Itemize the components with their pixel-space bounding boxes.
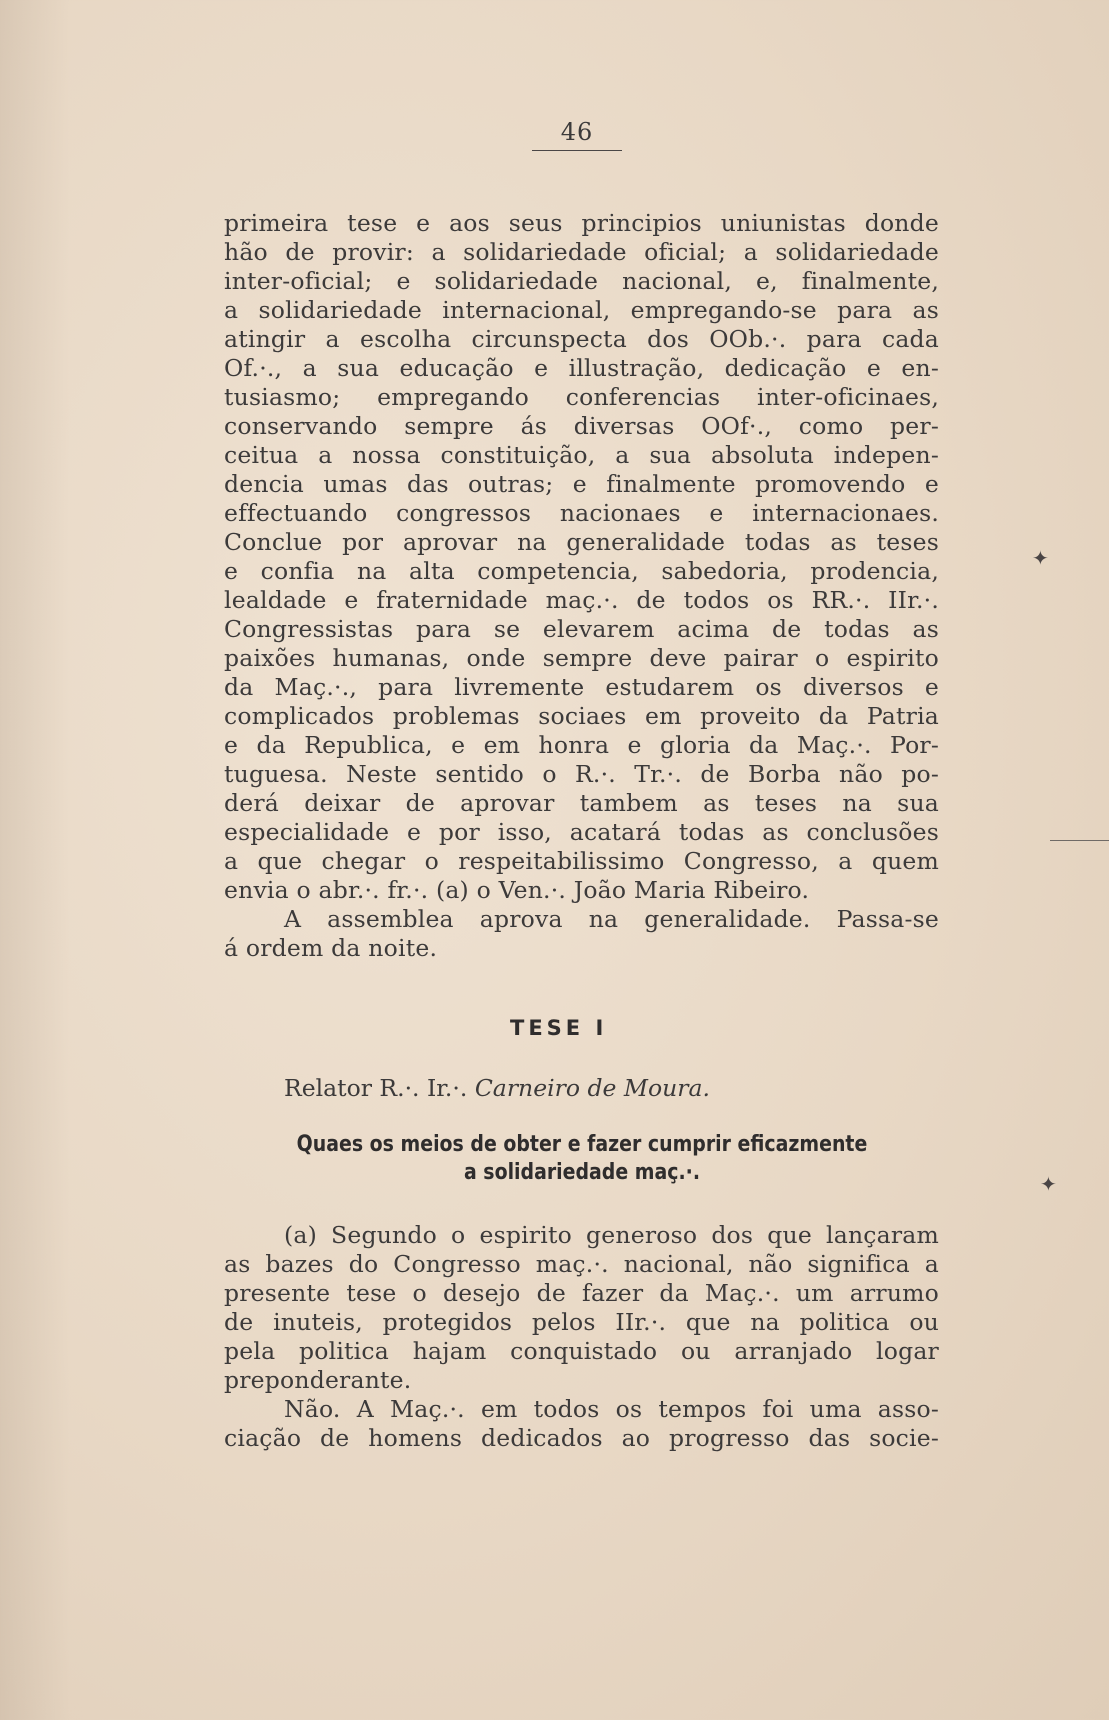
body-text-block xyxy=(224,209,939,963)
text-line: complicados problemas sociaes em proveito da Patria xyxy=(224,702,939,730)
text-line: tuguesa. Neste sentido o R.·. Tr.·. de Borba não po- xyxy=(224,760,939,788)
text-line: as bazes do Congresso maç.·. nacional, não significa a xyxy=(224,1250,939,1278)
thesis-question xyxy=(272,1131,891,1187)
text-line: inter-oficial; e solidariedade nacional, e, finalmente, xyxy=(224,267,939,295)
text-line: conservando sempre ás diversas OOf·., como per- xyxy=(224,412,939,440)
text-line: a que chegar o respeitabilissimo Congresso, a quem xyxy=(224,847,939,875)
page-edge-shadow xyxy=(0,0,70,1720)
text-line: e confia na alta competencia, sabedoria, prodencia, xyxy=(224,557,939,585)
question-line: Quaes os meios de obter e fazer cumprir eficazmente xyxy=(296,1132,868,1157)
margin-rule xyxy=(1050,840,1109,841)
text-line: Of.·., a sua educação e illustração, dedicação e en- xyxy=(224,354,939,382)
text-line: dencia umas das outras; e finalmente promovendo e xyxy=(224,470,939,498)
text-line: paixões humanas, onde sempre deve pairar o espirito xyxy=(224,644,939,672)
relator-line xyxy=(284,1074,710,1103)
text-line: tusiasmo; empregando conferencias inter-oficinaes, xyxy=(224,383,939,411)
text-line: effectuando congressos nacionaes e internacionaes. xyxy=(224,499,939,527)
section-title: TESE I xyxy=(510,1016,608,1040)
body-text-block xyxy=(224,1221,939,1453)
text-line: hão de provir: a solidariedade oficial; a solidariedade xyxy=(224,238,939,266)
text-line: pela politica hajam conquistado ou arranjado logar xyxy=(224,1337,939,1365)
text-line: envia o abr.·. fr.·. (a) o Ven.·. João Maria Ribeiro. xyxy=(224,876,810,904)
text-line: ceitua a nossa constituição, a sua absoluta indepen- xyxy=(224,441,939,469)
relator-name: Carneiro de Moura. xyxy=(474,1074,710,1102)
text-line: A assemblea aprova na generalidade. Passa-se xyxy=(284,905,939,933)
question-line: a solidariedade maç.·. xyxy=(463,1160,701,1185)
text-line: Conclue por aprovar na generalidade todas as teses xyxy=(224,528,939,556)
margin-mark-icon: ✦ xyxy=(1032,546,1049,570)
text-line: (a) Segundo o espirito generoso dos que lançaram xyxy=(284,1221,939,1249)
text-line: preponderante. xyxy=(224,1366,412,1394)
text-line: derá deixar de aprovar tambem as teses na sua xyxy=(224,789,939,817)
text-line: Não. A Maç.·. em todos os tempos foi uma asso- xyxy=(284,1395,939,1423)
margin-mark-icon: ✦ xyxy=(1040,1172,1057,1196)
text-line: presente tese o desejo de fazer da Maç.·. um arrumo xyxy=(224,1279,939,1307)
page-number: 46 xyxy=(532,118,622,151)
text-line: ciação de homens dedicados ao progresso das socie- xyxy=(224,1424,939,1452)
text-line: atingir a escolha circunspecta dos OOb.·. para cada xyxy=(224,325,939,353)
text-line: lealdade e fraternidade maç.·. de todos os RR.·. IIr.·. xyxy=(224,586,939,614)
relator-prefix: Relator R.·. Ir.·. xyxy=(284,1074,468,1102)
text-line: de inuteis, protegidos pelos IIr.·. que na politica ou xyxy=(224,1308,939,1336)
text-line: e da Republica, e em honra e gloria da Maç.·. Por- xyxy=(224,731,939,759)
text-line: á ordem da noite. xyxy=(224,934,438,962)
text-line: a solidariedade internacional, empregando-se para as xyxy=(224,296,939,324)
text-line: primeira tese e aos seus principios uniunistas donde xyxy=(224,209,939,237)
text-line: Congressistas para se elevarem acima de todas as xyxy=(224,615,939,643)
text-line: da Maç.·., para livremente estudarem os diversos e xyxy=(224,673,939,701)
text-line: especialidade e por isso, acatará todas as conclusões xyxy=(224,818,939,846)
